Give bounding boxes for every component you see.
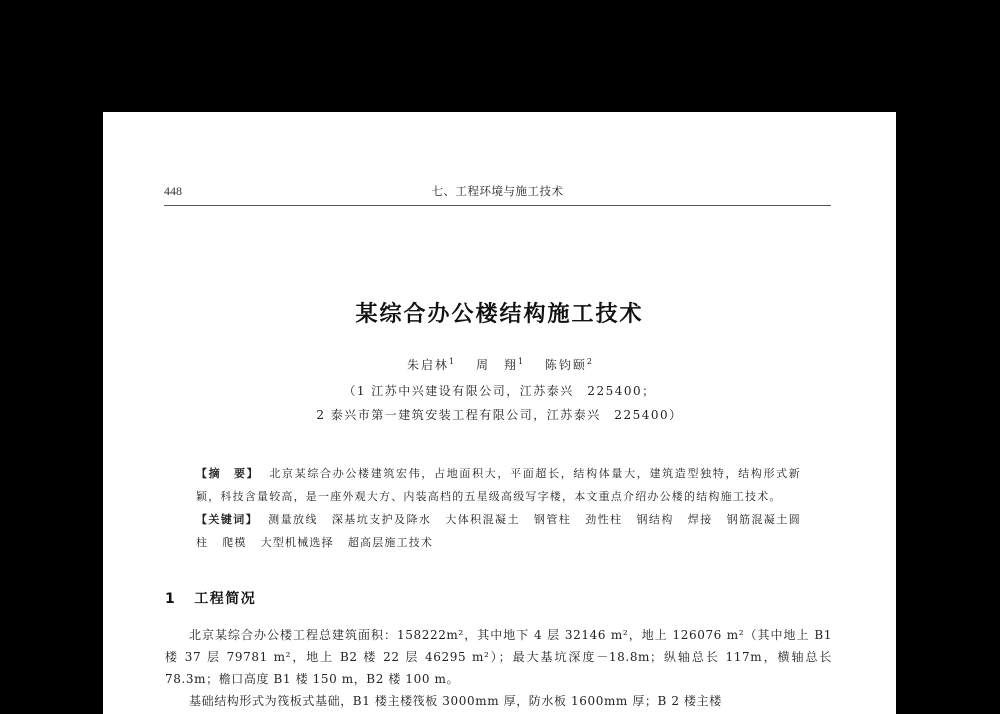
keyword: 钢结构 [636, 513, 674, 526]
abstract [196, 462, 801, 508]
affiliation-marker: 1 [449, 357, 455, 366]
keyword: 深基坑支护及降水 [331, 513, 432, 526]
author-name: 陈钧颐 [544, 358, 587, 372]
abstract-label: 【摘 要】 [196, 467, 260, 480]
page-number: 448 [164, 184, 182, 198]
paragraph: 北京某综合办公楼工程总建筑面积：158222m²，其中地下 4 层 32146 m²，地上 126076 m²（其中地上 B1 楼 37 层 79781 m²，地上 B2 楼 22 层 46295 m²）；最大基坑深度－18.8m；纵轴总长 117m，横轴总长 78.3m；檐口高度 B1 楼 150 m，B2 楼 100 m。 [165, 628, 832, 686]
keyword: 焊接 [687, 513, 713, 526]
article-title: 某综合办公楼结构施工技术 [355, 302, 644, 327]
keyword: 测量放线 [268, 513, 318, 526]
author-name: 周 翔 [475, 358, 518, 372]
author [476, 358, 523, 372]
keywords [196, 508, 801, 554]
keyword: 大体积混凝土 [445, 513, 520, 526]
author-name: 朱启林 [407, 358, 450, 372]
abstract-block [196, 462, 801, 554]
section-number: 1 [165, 591, 177, 607]
keyword: 大型机械选择 [260, 536, 334, 549]
author-list [103, 356, 896, 373]
affiliation-1: （1 江苏中兴建设有限公司，江苏泰兴 225400； [343, 384, 656, 398]
author [407, 358, 454, 372]
affiliation-marker: 2 [586, 357, 592, 366]
section-header: 七、工程环境与施工技术 [431, 184, 564, 198]
keyword: 钢管柱 [533, 513, 572, 526]
section-heading [165, 588, 256, 608]
running-header [164, 184, 831, 200]
keyword: 劲性柱 [585, 513, 623, 526]
section-body [165, 624, 832, 712]
keyword: 超高层施工技术 [347, 536, 434, 549]
author [545, 358, 592, 372]
paragraph: 基础结构形式为筏板式基础，B1 楼主楼筏板 3000mm 厚，防水板 1600mm 厚；B 2 楼主楼 [189, 694, 722, 708]
abstract-text: 北京某综合办公楼建筑宏伟，占地面积大，平面超长，结构体量大，建筑造型独特，结构形式新颖，科技含量较高，是一座外观大方、内装高档的五星级高级写字楼，本文重点介绍办公楼的结构施工技术。 [196, 467, 802, 503]
keywords-label: 【关键词】 [196, 513, 259, 526]
keyword: 钢筋混凝土圆柱 [196, 513, 801, 549]
header-rule [164, 205, 831, 206]
keyword: 爬模 [222, 536, 247, 549]
document-page [103, 112, 896, 714]
affiliation-2: 2 泰兴市第一建筑安装工程有限公司，江苏泰兴 225400） [316, 408, 683, 422]
affiliation-marker: 1 [517, 357, 524, 366]
section-title: 工程简况 [194, 591, 257, 607]
